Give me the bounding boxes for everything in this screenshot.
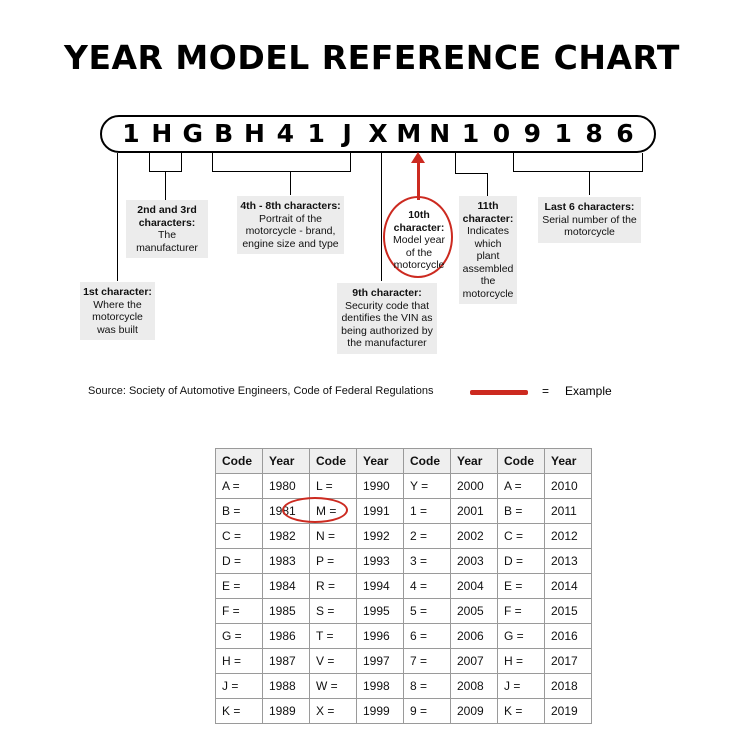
- connector-line: [513, 153, 514, 171]
- table-cell: F =: [498, 599, 545, 624]
- vin-char: 1: [554, 119, 572, 148]
- table-cell: 1989: [263, 699, 310, 724]
- table-cell: C =: [216, 524, 263, 549]
- table-row: [216, 524, 592, 549]
- callout-body: Indicates which plant assembled the motorcycle: [462, 225, 514, 300]
- year-code-table: [215, 448, 592, 724]
- connector-line: [149, 153, 150, 171]
- table-cell: 2 =: [404, 524, 451, 549]
- table-cell: 1999: [357, 699, 404, 724]
- page-title: YEAR MODEL REFERENCE CHART: [64, 38, 680, 77]
- table-cell: B =: [498, 499, 545, 524]
- table-cell: 1990: [357, 474, 404, 499]
- callout-heading: Last 6 characters:: [544, 201, 635, 213]
- legend-example-bar-icon: [470, 390, 528, 395]
- table-row: [216, 674, 592, 699]
- table-cell: 2001: [451, 499, 498, 524]
- table-cell: T =: [310, 624, 357, 649]
- table-cell: 1 =: [404, 499, 451, 524]
- table-cell: L =: [310, 474, 357, 499]
- vin-number-box: [100, 115, 656, 153]
- table-row: [216, 549, 592, 574]
- callout-ninth-character: [337, 283, 437, 354]
- callout-heading: 2nd and 3rd characters:: [137, 204, 197, 229]
- callout-last-six-characters: [538, 197, 641, 243]
- vin-char: H: [151, 119, 173, 148]
- connector-line: [212, 171, 351, 172]
- vin-char: N: [429, 119, 451, 148]
- vin-char: B: [214, 119, 234, 148]
- table-cell: H =: [498, 649, 545, 674]
- table-cell: 2008: [451, 674, 498, 699]
- table-cell: 2006: [451, 624, 498, 649]
- table-cell: R =: [310, 574, 357, 599]
- vin-char: 0: [492, 119, 511, 148]
- table-row: [216, 649, 592, 674]
- callout-second-third-characters: [126, 200, 208, 258]
- callout-body: Security code that dentifies the VIN as being authorized by the manufacturer: [341, 299, 433, 349]
- table-cell: 1985: [263, 599, 310, 624]
- table-cell: 2010: [545, 474, 592, 499]
- callout-first-character: [80, 282, 155, 340]
- connector-line: [589, 171, 590, 195]
- table-cell: 1995: [357, 599, 404, 624]
- callout-eleventh-character: [459, 196, 517, 304]
- table-cell: D =: [216, 549, 263, 574]
- table-cell: E =: [498, 574, 545, 599]
- table-cell: 2015: [545, 599, 592, 624]
- vin-char: J: [342, 119, 352, 148]
- table-cell: 3 =: [404, 549, 451, 574]
- table-cell: X =: [310, 699, 357, 724]
- callout-heading: 4th - 8th characters:: [240, 200, 341, 212]
- table-cell: E =: [216, 574, 263, 599]
- table-cell: 1986: [263, 624, 310, 649]
- vin-char: G: [182, 119, 204, 148]
- table-cell: 8 =: [404, 674, 451, 699]
- table-cell: 1980: [263, 474, 310, 499]
- table-cell: 2018: [545, 674, 592, 699]
- table-cell: 1982: [263, 524, 310, 549]
- table-cell: 2007: [451, 649, 498, 674]
- table-cell: 2004: [451, 574, 498, 599]
- table-cell: A =: [498, 474, 545, 499]
- table-cell: N =: [310, 524, 357, 549]
- table-cell: 4 =: [404, 574, 451, 599]
- table-cell: 1996: [357, 624, 404, 649]
- callout-body: Model year of the motorcycle: [393, 234, 445, 271]
- callout-heading: 9th character:: [352, 287, 422, 299]
- table-row: [216, 699, 592, 724]
- connector-line: [642, 153, 643, 171]
- table-cell: 6 =: [404, 624, 451, 649]
- connector-line: [487, 173, 488, 196]
- connector-line: [455, 153, 456, 173]
- callout-body: Where the motorcycle was built: [92, 298, 143, 336]
- connector-line: [212, 153, 213, 171]
- table-header-cell: Code: [310, 449, 357, 474]
- table-cell: 2000: [451, 474, 498, 499]
- vin-char-model-year: M: [396, 119, 422, 148]
- table-cell: 1983: [263, 549, 310, 574]
- table-cell: B =: [216, 499, 263, 524]
- table-cell: 1998: [357, 674, 404, 699]
- table-cell: 2012: [545, 524, 592, 549]
- year-code-table-wrapper: [215, 448, 592, 724]
- table-cell: 2013: [545, 549, 592, 574]
- red-arrow-line-icon: [417, 162, 420, 200]
- legend-equals-sign: =: [542, 384, 550, 398]
- table-header-cell: Year: [357, 449, 404, 474]
- vin-char: 1: [461, 119, 480, 148]
- table-cell: 1984: [263, 574, 310, 599]
- table-cell: K =: [498, 699, 545, 724]
- callout-tenth-character: [388, 205, 450, 276]
- table-cell: 2016: [545, 624, 592, 649]
- table-cell: C =: [498, 524, 545, 549]
- vin-char: 1: [122, 119, 140, 148]
- callout-fourth-eighth-characters: [237, 196, 344, 254]
- vin-char: X: [368, 119, 388, 148]
- table-cell: 1994: [357, 574, 404, 599]
- table-row: [216, 599, 592, 624]
- connector-line: [165, 171, 166, 201]
- connector-line: [350, 153, 351, 171]
- table-cell: 2003: [451, 549, 498, 574]
- table-header-cell: Code: [404, 449, 451, 474]
- callout-body: Serial number of the motorcycle: [542, 213, 637, 238]
- callout-body: Portrait of the motorcycle - brand, engine size and type: [242, 212, 339, 250]
- table-header-cell: Year: [451, 449, 498, 474]
- table-cell: 1992: [357, 524, 404, 549]
- table-cell: S =: [310, 599, 357, 624]
- table-header-cell: Code: [498, 449, 545, 474]
- table-row: [216, 474, 592, 499]
- table-cell: A =: [216, 474, 263, 499]
- vin-char: H: [244, 119, 265, 148]
- table-cell: 2014: [545, 574, 592, 599]
- table-cell: 1988: [263, 674, 310, 699]
- table-cell: J =: [216, 674, 263, 699]
- table-cell: V =: [310, 649, 357, 674]
- table-row: [216, 499, 592, 524]
- connector-line: [290, 171, 291, 195]
- table-header-cell: Year: [545, 449, 592, 474]
- callout-heading: 1st character:: [83, 286, 152, 298]
- table-header-cell: Code: [216, 449, 263, 474]
- vin-char: 4: [276, 119, 295, 148]
- table-header-cell: Year: [263, 449, 310, 474]
- table-cell: 2011: [545, 499, 592, 524]
- table-row: [216, 574, 592, 599]
- table-row: [216, 624, 592, 649]
- callout-body: The manufacturer: [136, 229, 198, 254]
- table-cell: 9 =: [404, 699, 451, 724]
- table-cell: 1993: [357, 549, 404, 574]
- table-cell: W =: [310, 674, 357, 699]
- table-cell: F =: [216, 599, 263, 624]
- table-cell: H =: [216, 649, 263, 674]
- table-cell: 2009: [451, 699, 498, 724]
- table-cell-highlighted-code: M =: [310, 499, 357, 524]
- connector-line: [117, 153, 118, 183]
- vin-char: 1: [307, 119, 325, 148]
- vin-char: 8: [585, 119, 603, 148]
- table-cell: 5 =: [404, 599, 451, 624]
- vin-char: 6: [616, 119, 634, 148]
- table-cell: 2019: [545, 699, 592, 724]
- connector-line: [381, 153, 382, 281]
- table-cell: 2002: [451, 524, 498, 549]
- table-cell: 1981: [263, 499, 310, 524]
- table-cell: 1997: [357, 649, 404, 674]
- table-cell-highlighted-year: 1991: [357, 499, 404, 524]
- callout-heading: 10th character:: [393, 209, 445, 234]
- table-cell: P =: [310, 549, 357, 574]
- table-cell: G =: [498, 624, 545, 649]
- table-header-row: [216, 449, 592, 474]
- connector-line: [455, 173, 487, 174]
- table-cell: Y =: [404, 474, 451, 499]
- table-cell: D =: [498, 549, 545, 574]
- table-cell: 2005: [451, 599, 498, 624]
- connector-line: [513, 171, 643, 172]
- legend-example-label: Example: [565, 384, 612, 398]
- connector-line: [117, 183, 118, 281]
- table-cell: 2017: [545, 649, 592, 674]
- table-cell: G =: [216, 624, 263, 649]
- connector-line: [181, 153, 182, 171]
- table-cell: 1987: [263, 649, 310, 674]
- callout-heading: 11th character:: [462, 200, 514, 225]
- source-note: Source: Society of Automotive Engineers, Code of Federal Regulations: [88, 385, 434, 397]
- table-cell: 7 =: [404, 649, 451, 674]
- table-cell: J =: [498, 674, 545, 699]
- vin-char: 9: [523, 119, 542, 148]
- table-cell: K =: [216, 699, 263, 724]
